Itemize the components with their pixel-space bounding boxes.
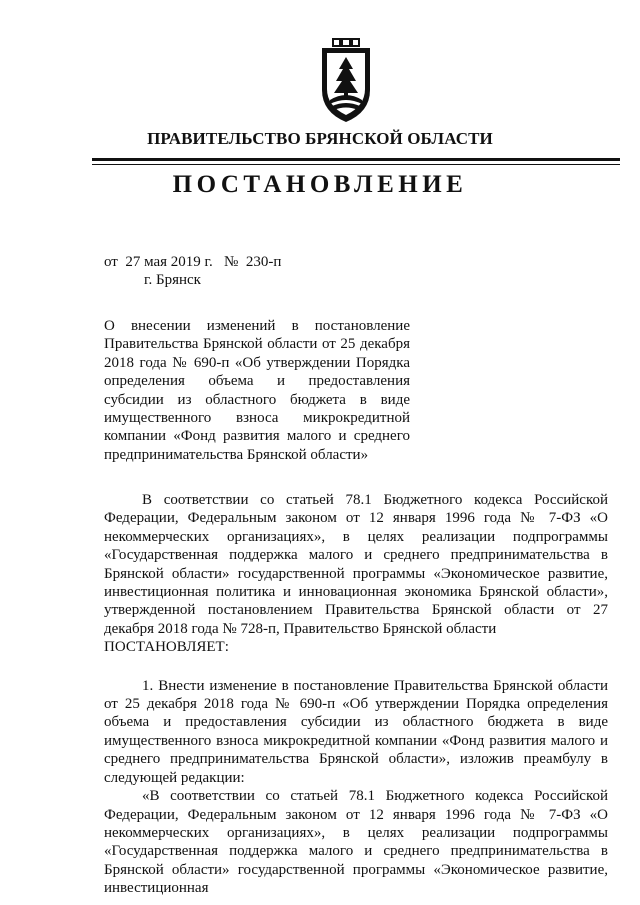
- coat-of-arms-icon: [318, 38, 374, 124]
- header-rule-thin: [92, 164, 620, 165]
- document-city: г. Брянск: [144, 272, 201, 288]
- document-type: ПОСТАНОВЛЕНИЕ: [172, 171, 468, 198]
- header-rule-thick: [92, 158, 620, 161]
- preamble-paragraph: В соответствии со статьей 78.1 Бюджетного кодекса Российской Федерации, Федеральным законом от 12 января 1996 года № 7-ФЗ «О некоммерческих организациях», в целях реализации подпрограммы «Государственная поддержка малого и среднего предпринимательства в Брянской области» государственной программы «Экономическое развитие, инвестиционная политика и инновационная экономика Брянской области», утвержденной постановлением Правительства Брянской области от 27 декабря 2018 года № 728-п, Правительство Брянской области: [104, 492, 608, 637]
- item-1-paragraph: 1. Внести изменение в постановление Правительства Брянской области от 25 декабря 2018 года № 690-п «Об утверждении Порядка определения объема и предоставления субсидии из областного бюджета в виде имущественного взноса микрокредитной компании «Фонд развития малого и среднего предпринимательства Брянской области», изложив преамбулу в следующей редакции:: [104, 677, 608, 786]
- organization-title: ПРАВИТЕЛЬСТВО БРЯНСКОЙ ОБЛАСТИ: [147, 129, 493, 148]
- quoted-preamble-paragraph: «В соответствии со статьей 78.1 Бюджетного кодекса Российской Федерации, Федеральным законом от 12 января 1996 года № 7-ФЗ «О некоммерческих организациях», в целях реализации подпрограммы «Государственная поддержка малого и среднего предпринимательства в Брянской области» государственной программы «Экономическое развитие, инвестиционная: [104, 788, 608, 897]
- resolves-heading: ПОСТАНОВЛЯЕТ:: [104, 639, 229, 656]
- document-date-number: от 27 мая 2019 г. № 230-п: [104, 254, 282, 270]
- document-subject: О внесении изменений в постановление Правительства Брянской области от 25 декабря 2018 года № 690-п «Об утверждении Порядка определения объема и предоставления субсидии из областного бюджета в виде имущественного взноса микрокредитной компании «Фонд развития малого и среднего предпринимательства Брянской области»: [104, 318, 410, 463]
- document-body: [104, 491, 608, 898]
